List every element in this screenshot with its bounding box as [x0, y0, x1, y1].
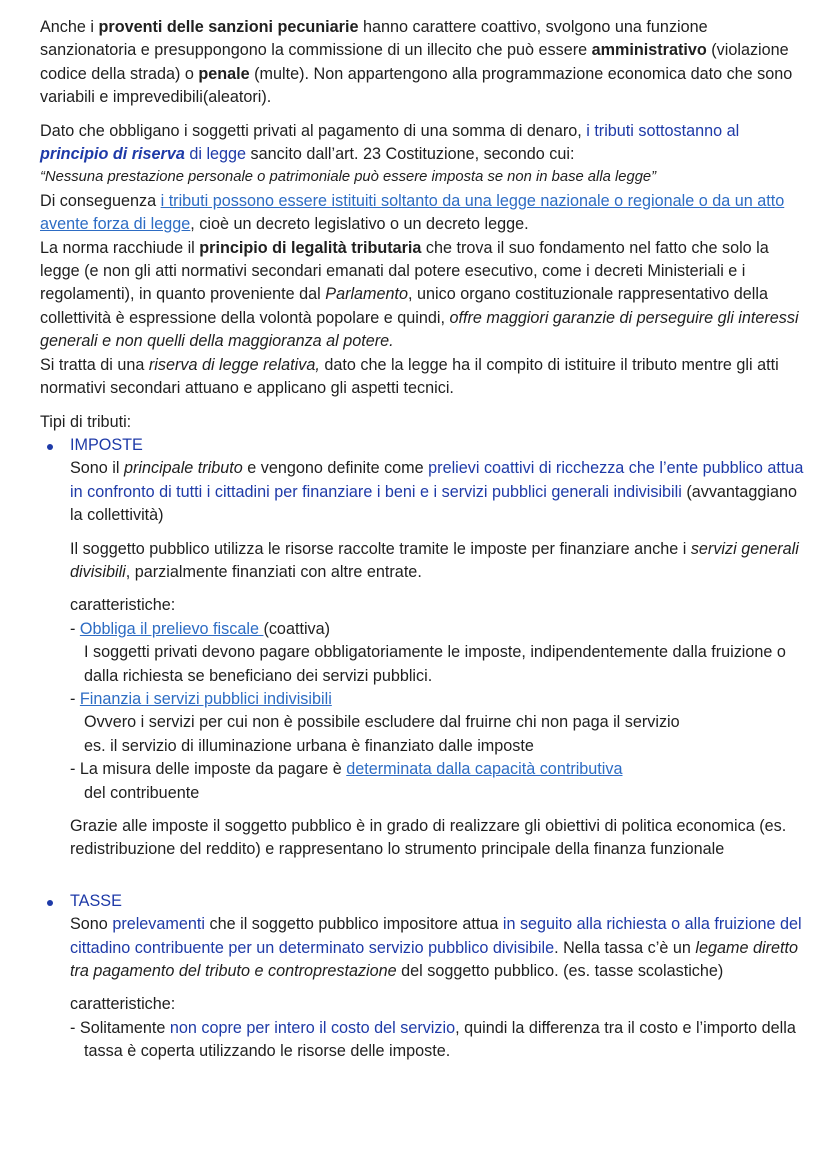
text-run: Si tratta di una	[40, 355, 149, 374]
caratteristica-item: - Obbliga il prelievo fiscale (coattiva)	[70, 619, 331, 638]
tasse-body	[40, 913, 804, 1063]
section-title-imposte: IMPOSTE	[70, 435, 143, 454]
text-run: (coattiva)	[263, 619, 331, 638]
text-run: che il soggetto pubblico impositore attua	[205, 915, 503, 934]
imposte-body	[40, 457, 804, 862]
link-capacita-contributiva[interactable]: determinata dalla capacità contributiva	[346, 760, 623, 779]
bold-run: penale	[198, 64, 250, 83]
text-run: Sono	[70, 915, 113, 934]
caratteristica-item: - Finanzia i servizi pubblici indivisibili	[70, 689, 332, 708]
highlight-run: prelievi coattivi di ricchezza che l’ente pubblico attua in confronto di tutti i cittadini per finanziare i beni e i servizi pubblici generali indivisibili	[70, 459, 804, 501]
highlight-bold-italic: principio di riserva	[40, 145, 185, 164]
tipi-tributi-label: Tipi di tributi:	[40, 412, 132, 431]
text-run: , quindi la differenza tra il costo e l’importo della tassa è coperta utilizzando le risorse delle imposte.	[84, 1018, 796, 1061]
text-run: . Nella tassa c’è un	[554, 938, 696, 957]
bullet-dot-icon	[47, 444, 53, 450]
imposte-definition	[70, 457, 804, 527]
text-run: (violazione codice della strada) o	[40, 41, 789, 83]
caratteristica-desc: es. il servizio di illuminazione urbana è finanziato dalle imposte	[84, 736, 534, 755]
text-run: e vengono definite come	[242, 459, 429, 478]
highlight-run: i tributi sottostanno al	[586, 121, 740, 140]
section-title-tasse: TASSE	[70, 891, 122, 910]
tasse-definition	[70, 913, 804, 983]
text-run: Anche i	[40, 18, 99, 36]
caratteristica-desc: I soggetti privati devono pagare obbligatoriamente le imposte, indipendentemente dalla fruizione o dalla richiesta se beneficiano dei servizi pubblici.	[84, 643, 786, 685]
text-run: hanno carattere coattivo, svolgono una funzione sanzionatoria e presuppongono la commissione di un illecito che può essere	[40, 18, 708, 60]
link-tributi-legge[interactable]: i tributi possono essere istituiti soltanto da una legge nazionale o regionale o da un atto avente forza di legge	[40, 191, 785, 234]
text-run: (multe). Non appartengono alla programmazione economica dato che sono variabili e imprevedibili(aleatori).	[40, 64, 793, 107]
bullet-dot-icon	[47, 900, 53, 906]
imposte-servizi-divisibili	[70, 538, 804, 585]
paragraph-riserva-relativa	[40, 354, 804, 401]
text-run: Di conseguenza	[40, 191, 161, 210]
italic-run: Parlamento	[325, 285, 409, 304]
paragraph-sanzioni	[40, 16, 804, 110]
paragraph-legalita	[40, 237, 804, 354]
text-run: , cioè un decreto legislativo o un decreto legge.	[190, 215, 529, 234]
highlight-run: non copre per intero il costo del servizio	[169, 1018, 456, 1037]
highlight-run: di legge	[184, 145, 247, 164]
italic-run: servizi generali divisibili	[70, 539, 799, 581]
text-run: , parzialmente finanziati con altre entrate.	[125, 562, 422, 581]
imposte-caratteristiche-label: caratteristiche:	[70, 596, 176, 615]
tasse-caratteristiche-label: caratteristiche:	[70, 995, 176, 1014]
text-run: Solitamente	[79, 1018, 170, 1037]
caratteristica-desc: del contribuente	[84, 783, 200, 802]
text-run: Dato che obbligano i soggetti privati al pagamento di una somma di denaro,	[40, 121, 587, 140]
text-run: La misura delle imposte da pagare è	[79, 760, 347, 779]
text-run: Sono il	[70, 459, 124, 478]
caratteristica-desc: Ovvero i servizi per cui non è possibile escludere dal fruirne chi non paga il servizio	[84, 713, 680, 732]
link-servizi-indivisibili[interactable]: Finanzia i servizi pubblici indivisibili	[79, 689, 332, 708]
text-run: che trova il suo fondamento nel fatto che solo la legge (e non gli atti normativi secondari emanati dal potere esecutivo, come i decreti Ministeriali e i regolamenti), in quanto proveniente dal	[40, 238, 769, 304]
text-run: (avvantaggiano la collettività)	[70, 482, 798, 525]
bold-run: proventi delle sanzioni pecuniarie	[98, 18, 359, 36]
text-run: La norma racchiude il	[40, 238, 200, 257]
italic-run: riserva di legge relativa,	[148, 355, 320, 374]
italic-run: offre maggiori garanzie di perseguire gli interessi generali e non quelli della maggioranza al potere.	[40, 308, 799, 351]
paragraph-riserva	[40, 120, 804, 167]
text-run: del soggetto pubblico. (es. tasse scolastiche)	[396, 962, 724, 981]
text-run: , unico organo costituzionale rappresentativo della collettività è espressione della volontà popolare e quindi,	[40, 285, 768, 327]
imposte-closing: Grazie alle imposte il soggetto pubblico è in grado di realizzare gli obiettivi di politica economica (es. redistribuzione del reddito) e rappresentano lo strumento principale della finanza funzionale	[70, 817, 787, 859]
text-run: dato che la legge ha il compito di istituire il tributo mentre gli atti normativi secondari attuano e applicano gli aspetti tecnici.	[40, 355, 779, 398]
constitution-quote: “Nessuna prestazione personale o patrimoniale può essere imposta se non in base alla legge”	[40, 169, 657, 186]
caratteristica-item: - Solitamente non copre per intero il costo del servizio, quindi la differenza tra il costo e l’importo della tassa è coperta utilizzando le risorse delle imposte.	[70, 1018, 796, 1061]
highlight-run: prelevamenti	[112, 915, 205, 934]
paragraph-conseguenza	[40, 190, 804, 237]
bold-run: principio di legalità tributaria	[199, 238, 422, 257]
caratteristica-item: - La misura delle imposte da pagare è determinata dalla capacità contributiva	[70, 760, 623, 779]
link-prelievo-fiscale[interactable]: Obbliga il prelievo fiscale	[79, 619, 264, 638]
bullet-imposte	[40, 434, 804, 457]
italic-run: legame diretto tra pagamento del tributo e controprestazione	[70, 938, 798, 981]
text-run: sancito dall’art. 23 Costituzione, secondo cui:	[246, 145, 575, 164]
italic-run: principale tributo	[124, 459, 243, 478]
text-run: Il soggetto pubblico utilizza le risorse raccolte tramite le imposte per finanziare anche i	[70, 539, 691, 558]
bold-run: amministrativo	[591, 41, 707, 60]
bullet-tasse	[40, 890, 804, 913]
highlight-run: in seguito alla richiesta o alla fruizione del cittadino contribuente per un determinato servizio pubblico divisibile	[70, 915, 802, 957]
